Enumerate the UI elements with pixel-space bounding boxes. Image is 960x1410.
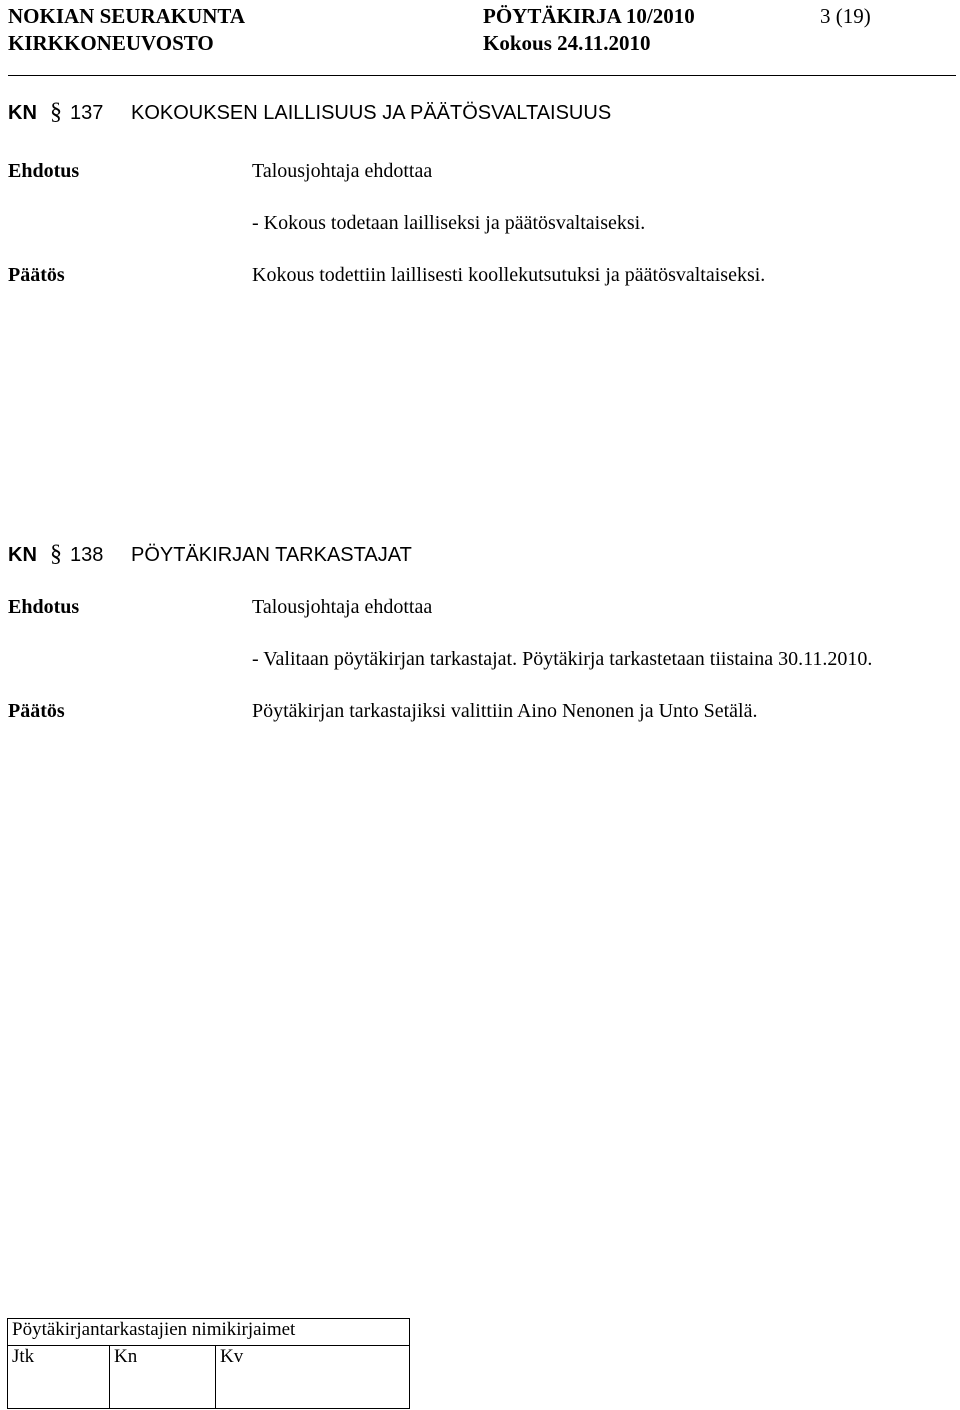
- section-138-number: 138: [70, 544, 104, 566]
- header-meeting-date: Kokous 24.11.2010: [483, 31, 651, 55]
- section-137-proposal-label: Ehdotus: [8, 160, 80, 182]
- section-138-proposer: Talousjohtaja ehdottaa: [252, 596, 433, 618]
- header-doc-number: PÖYTÄKIRJA 10/2010: [483, 4, 695, 28]
- section-137-title: KOKOUKSEN LAILLISUUS JA PÄÄTÖSVALTAISUUS: [131, 102, 612, 124]
- section-138-prefix: KN: [8, 544, 37, 566]
- section-137-decision-text: Kokous todettiin laillisesti koollekutsutuksi ja päätösvaltaiseksi.: [252, 264, 766, 286]
- signature-table: [7, 1318, 410, 1409]
- header-divider: [8, 75, 956, 76]
- signature-cell-jtk: Jtk: [8, 1346, 110, 1409]
- signature-title: Pöytäkirjantarkastajien nimikirjaimet: [8, 1319, 410, 1346]
- section-138-decision-text: Pöytäkirjan tarkastajiksi valittiin Aino Nenonen ja Unto Setälä.: [252, 700, 758, 722]
- section-138-proposal-text: - Valitaan pöytäkirjan tarkastajat. Pöytäkirja tarkastetaan tiistaina 30.11.2010.: [252, 648, 873, 670]
- section-symbol: §: [50, 541, 62, 567]
- header-page-number: 3 (19): [820, 4, 871, 28]
- signature-cell-kv: Kv: [216, 1346, 410, 1409]
- section-137-number: 137: [70, 102, 104, 124]
- section-137-decision-label: Päätös: [8, 264, 65, 286]
- header-body: KIRKKONEUVOSTO: [8, 31, 214, 55]
- section-138-decision-label: Päätös: [8, 700, 65, 722]
- signature-cell-kn: Kn: [110, 1346, 216, 1409]
- section-138-title: PÖYTÄKIRJAN TARKASTAJAT: [131, 544, 412, 566]
- section-symbol: §: [50, 99, 62, 125]
- section-138-proposal-label: Ehdotus: [8, 596, 80, 618]
- section-137-proposal-text: - Kokous todetaan lailliseksi ja päätösvaltaiseksi.: [252, 212, 646, 234]
- header-org: NOKIAN SEURAKUNTA: [8, 4, 246, 28]
- section-137-proposer: Talousjohtaja ehdottaa: [252, 160, 433, 182]
- section-137-prefix: KN: [8, 102, 37, 124]
